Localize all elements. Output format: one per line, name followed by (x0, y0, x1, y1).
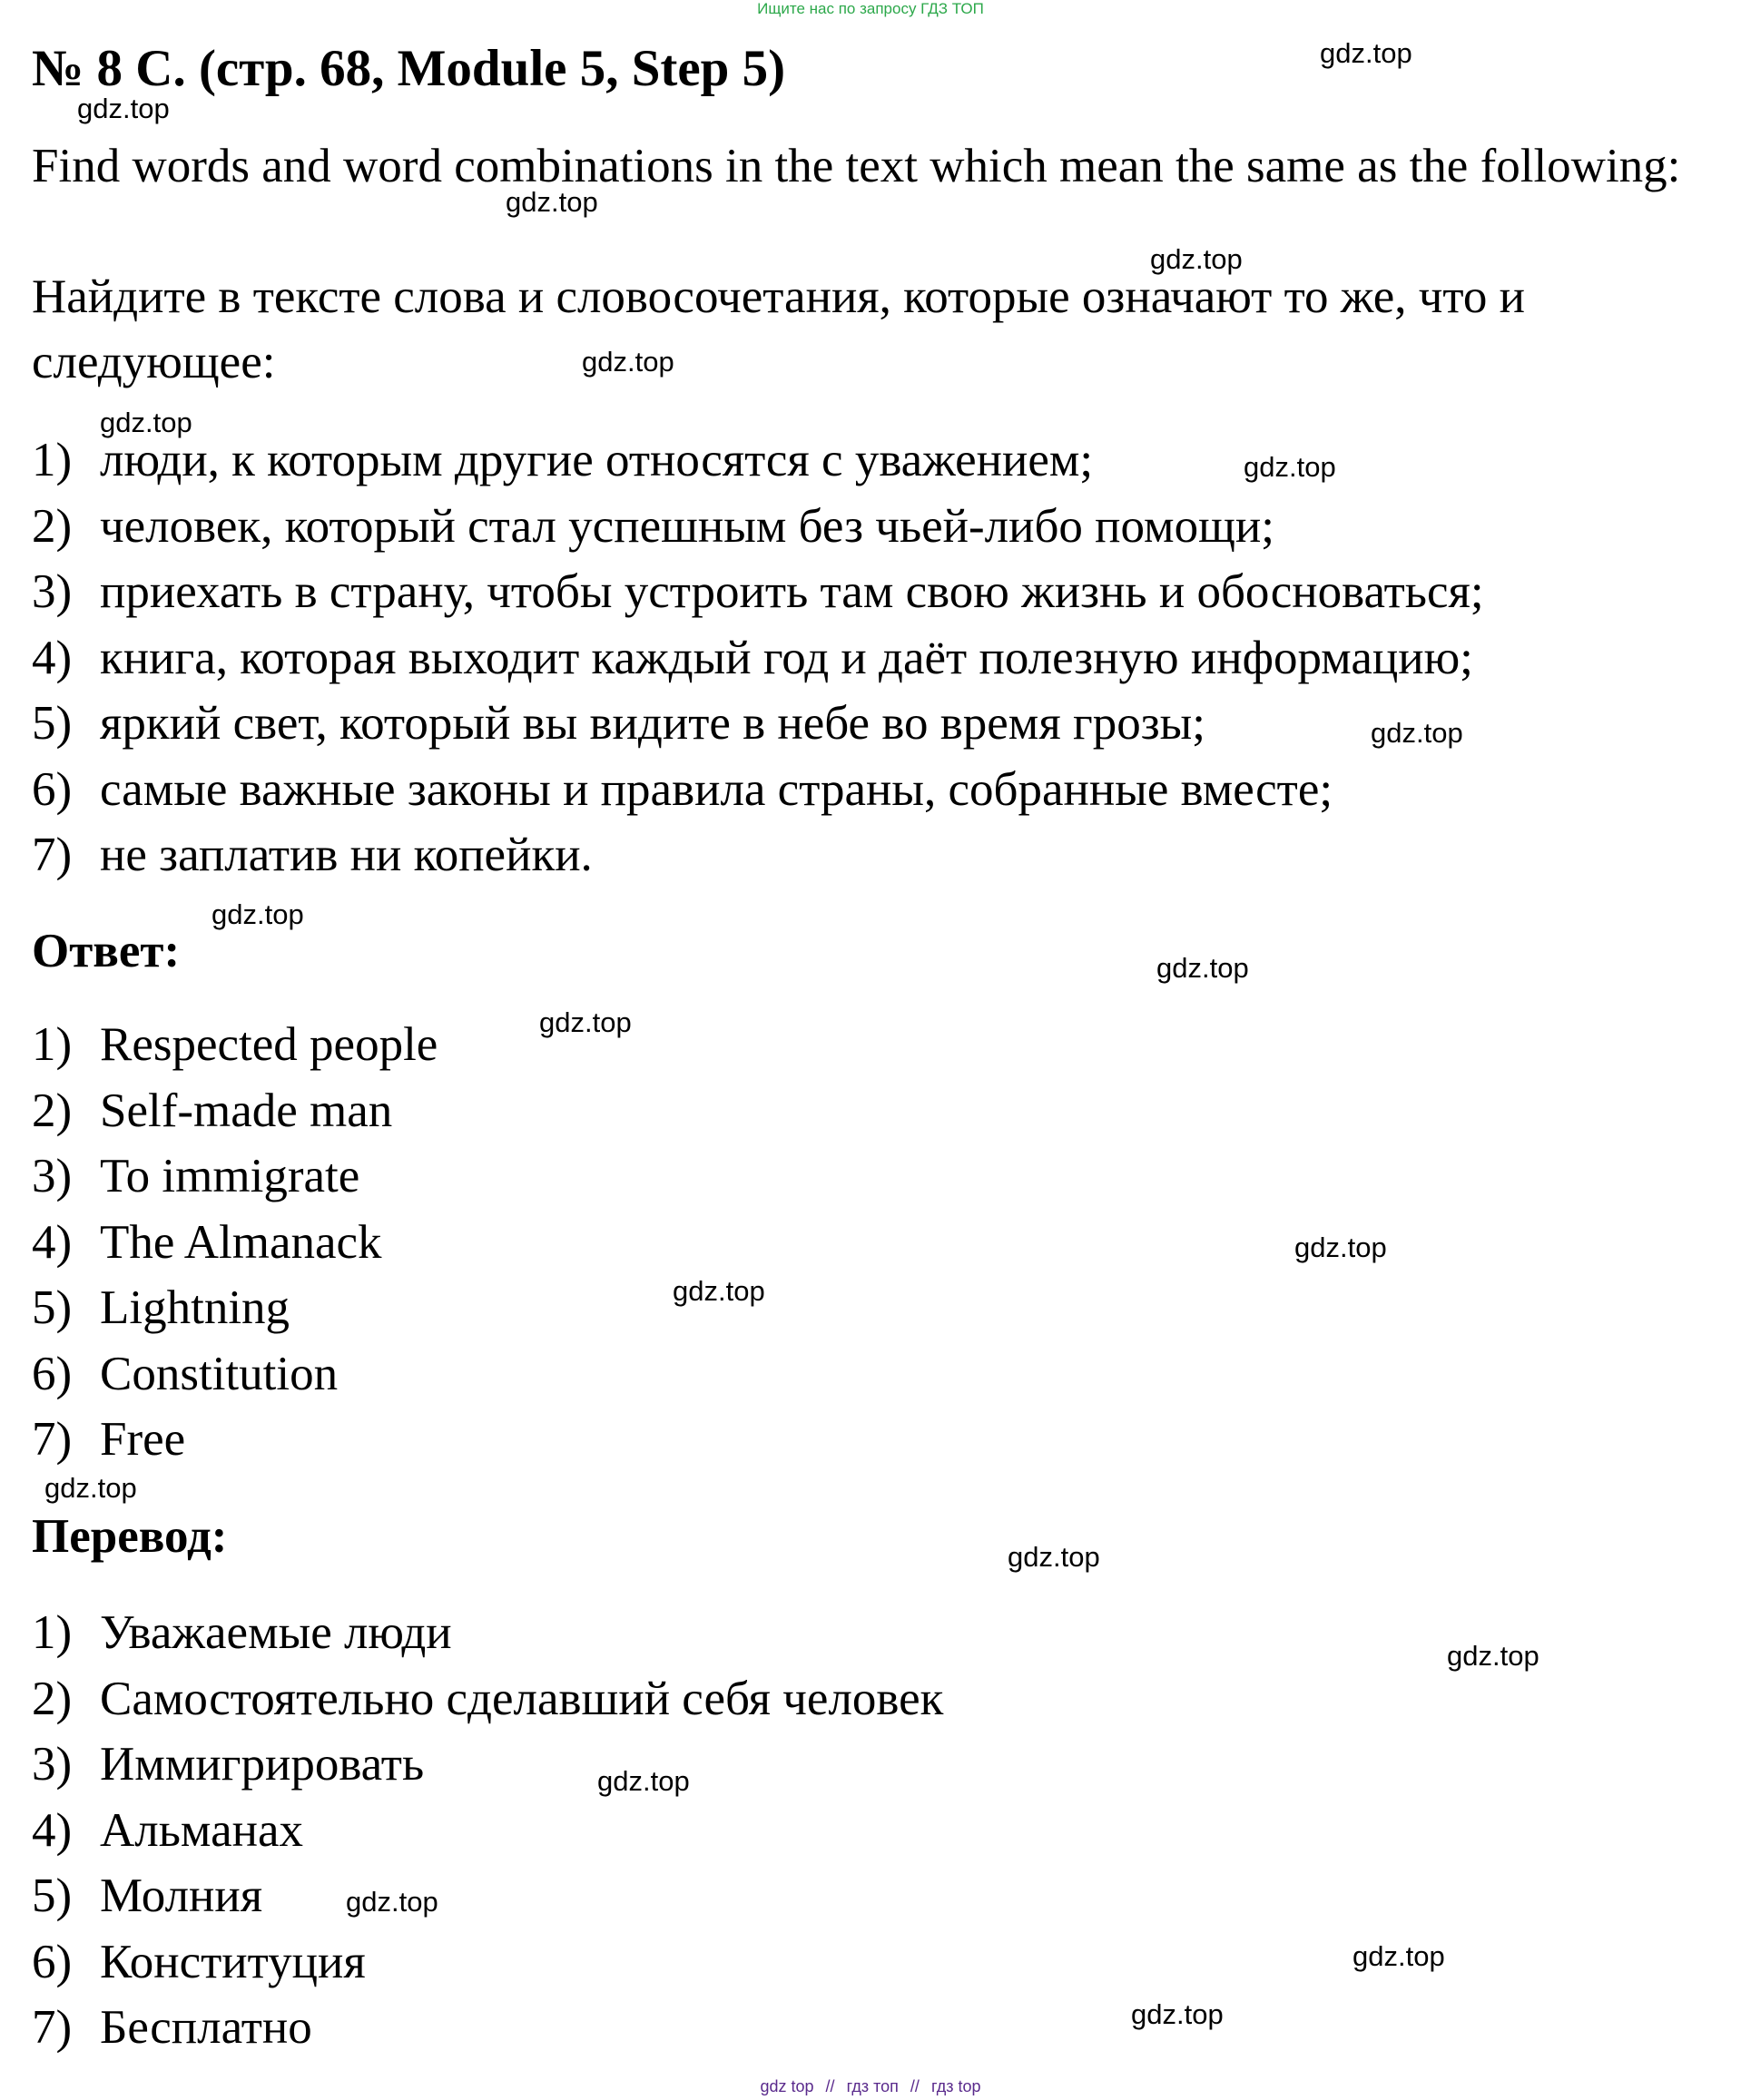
footer-separator: // (910, 2077, 920, 2095)
list-item: 4) The Almanack (32, 1215, 382, 1269)
watermark: gdz.top (100, 407, 192, 438)
footer-separator: // (825, 2077, 835, 2095)
footer-link[interactable]: гдз топ (846, 2077, 899, 2095)
list-item: 3) Иммигрировать (32, 1738, 425, 1791)
list-item: 6) Constitution (32, 1347, 339, 1400)
list-item: 7) Бесплатно (32, 2001, 312, 2054)
answers-list (32, 1012, 438, 1473)
page-title: № 8 C. (стр. 68, Module 5, Step 5) (32, 40, 786, 97)
list-item: 2) Self-made man (32, 1084, 393, 1137)
instruction-russian: Найдите в тексте слова и словосочетания, которые означают то же, что и следующее: (32, 270, 1525, 388)
translation-heading: Перевод: (32, 1510, 228, 1563)
watermark: gdz.top (346, 1886, 438, 1918)
footer-links (0, 2076, 1741, 2096)
answer-heading: Ответ: (32, 925, 181, 977)
footer-link[interactable]: гдз top (930, 2077, 981, 2095)
watermark: gdz.top (44, 1472, 137, 1504)
definitions-list (32, 427, 1484, 888)
translations-list (32, 1600, 943, 2061)
list-item: 7) не заплатив ни копейки. (32, 829, 593, 881)
list-item: 6) Конституция (32, 1935, 366, 1988)
list-item: 6) самые важные законы и правила страны, собранные вместе; (32, 762, 1333, 816)
watermark: gdz.top (1131, 1998, 1224, 2030)
watermark: gdz.top (1352, 1940, 1445, 1972)
watermark: gdz.top (211, 898, 304, 930)
watermark: gdz.top (1008, 1541, 1100, 1573)
watermark: gdz.top (1294, 1232, 1387, 1263)
watermark: gdz.top (1447, 1640, 1539, 1672)
list-item: 5) Lightning (32, 1281, 290, 1334)
watermark: gdz.top (1371, 717, 1463, 749)
list-item: 7) Free (32, 1413, 186, 1466)
watermark: gdz.top (77, 93, 170, 124)
instruction-english: Find words and word combinations in the text which mean the same as the following: (32, 140, 1681, 192)
watermark: gdz.top (1150, 243, 1243, 275)
footer-link[interactable]: gdz top (760, 2077, 814, 2095)
list-item: 3) To immigrate (32, 1150, 360, 1202)
list-item: 4) книга, которая выходит каждый год и даёт полезную информацию; (32, 631, 1473, 684)
list-item: 1) Уважаемые люди (32, 1606, 452, 1659)
watermark: gdz.top (506, 186, 598, 218)
list-item: 4) Альманах (32, 1803, 303, 1857)
watermark: gdz.top (1156, 952, 1249, 984)
watermark: gdz.top (582, 346, 674, 378)
watermark: gdz.top (1320, 37, 1412, 69)
watermark: gdz.top (539, 1006, 632, 1038)
list-item: 2) Самостоятельно сделавший себя человек (32, 1672, 944, 1725)
list-item: 1) люди, к которым другие относятся с уважением; (32, 434, 1094, 486)
list-item: 1) Respected people (32, 1018, 438, 1071)
list-item: 5) Молния (32, 1869, 263, 1922)
list-item: 5) яркий свет, который вы видите в небе во время грозы; (32, 697, 1205, 750)
watermark: gdz.top (1244, 451, 1336, 483)
list-item: 2) человек, который стал успешным без чьей-либо помощи; (32, 499, 1274, 553)
list-item: 3) приехать в страну, чтобы устроить там свою жизнь и обосноваться; (32, 565, 1484, 618)
watermark: gdz.top (597, 1765, 690, 1797)
search-notice: Ищите нас по запросу ГДЗ ТОП (757, 0, 984, 17)
watermark: gdz.top (673, 1275, 765, 1307)
